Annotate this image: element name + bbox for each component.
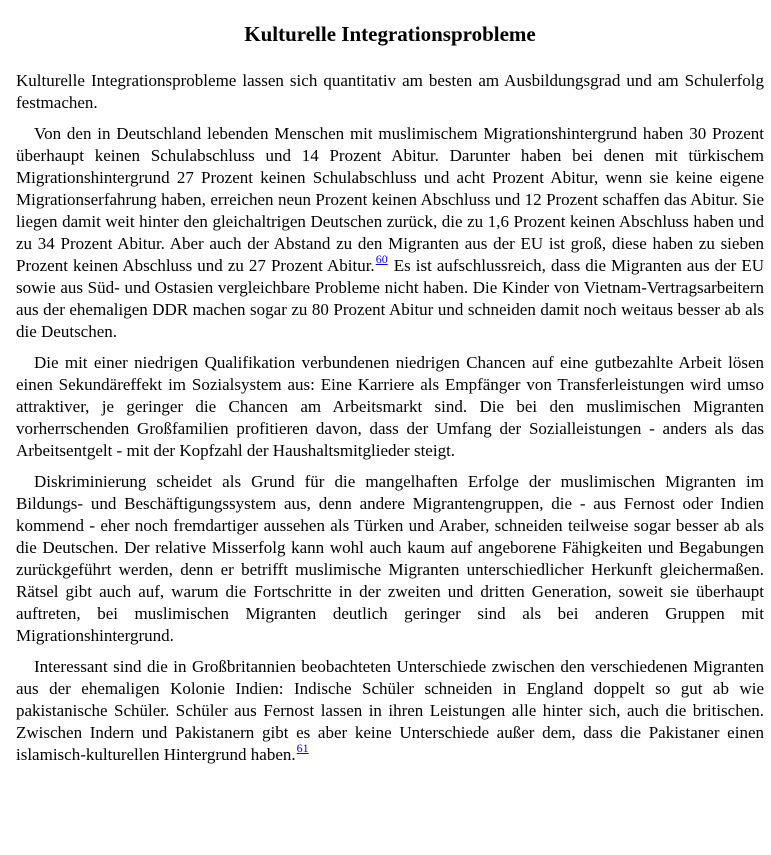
footnote-marker	[296, 741, 310, 755]
footnote-link-61[interactable]: 61	[296, 741, 309, 755]
paragraph-education-statistics	[16, 123, 764, 343]
document-page	[16, 22, 764, 775]
footnote-marker	[375, 252, 389, 266]
paragraph-social-system: Die mit einer niedrigen Qualifikation verbundenen niedrigen Chancen auf eine gutbezahlte Arbeit lösen einen Sekundäreffekt im Sozialsystem aus: Eine Karriere als Empfänger von Transferleistungen wird umso attraktiver, je geringer die Chancen am Arbeitsmarkt sind. Die bei den muslimischen Migranten vorherrschenden Großfamilien profitieren davon, dass der Umfang der Sozialleistungen - anders als das Arbeitsentgelt - mit der Kopfzahl der Haushaltsmitglieder steigt.	[16, 353, 764, 460]
paragraph-discrimination: Diskriminierung scheidet als Grund für die mangelhaften Erfolge der muslimischen Migranten im Bildungs- und Beschäftigungssystem aus, denn andere Migrantengruppen, die - aus Fernost oder Indien kommend - eher noch fremdartiger aussehen als Türken und Araber, schneiden teilweise sogar besser ab als die Deutschen. Der relative Misserfolg kann wohl auch kaum auf angeborene Fähigkeiten und Begabungen zurückgeführt werden, denn er betrifft muslimische Migranten unterschiedlicher Herkunft gleichermaßen. Rätsel gibt auch auf, warum die Fortschritte in der zweiten und dritten Generation, soweit sie überhaupt auftreten, bei muslimischen Migranten deutlich geringer sind als bei anderen Gruppen mit Migrationshintergrund.	[16, 472, 764, 645]
paragraph-text: Es ist aufschlussreich, dass die Migranten aus der EU sowie aus Süd- und Ostasien vergleichbare Probleme nicht haben. Die Kinder von Vietnam-Vertragsarbeitern aus der ehemaligen DDR machen sogar zu 80 Prozent Abitur und schneiden damit noch weitaus besser ab als die Deutschen.	[16, 256, 765, 341]
paragraph-text: Von den in Deutschland lebenden Menschen mit muslimischem Migrationshintergrund haben 30 Prozent überhaupt keinen Schulabschluss und 14 Prozent Abitur. Darunter haben bei denen mit türkischem Migrationshintergrund 27 Prozent keinen Schulabschluss und acht Prozent Abitur, wenn sie keine eigene Migrationserfahrung haben, erreichen neun Prozent keinen Abschluss und 12 Prozent schaffen das Abitur. Sie liegen damit weit hinter den gleichaltrigen Deutschen zurück, die zu 1,6 Prozent keinen Abschluss haben und zu 34 Prozent Abitur. Aber auch der Abstand zu den Migranten aus der EU ist groß, diese haben zu sieben Prozent keinen Abschluss und zu 27 Prozent Abitur.	[16, 124, 764, 275]
page-title: Kulturelle Integrationsprobleme	[244, 22, 536, 46]
paragraph-text: Interessant sind die in Großbritannien beobachteten Unterschiede zwischen den verschiedenen Migranten aus der ehemaligen Kolonie Indien: Indische Schüler schneiden in England doppelt so gut ab wie pakistanische Schüler. Schüler aus Fernost lassen in ihren Leistungen alle hinter sich, auch die britischen. Zwischen Indern und Pakistanern gibt es aber keine Unterschiede außer dem, dass die Pakistaner einen islamisch-kulturellen Hintergrund haben.	[16, 657, 764, 764]
footnote-link-60[interactable]: 60	[375, 252, 388, 266]
paragraph-britain	[16, 656, 764, 766]
paragraph-intro: Kulturelle Integrationsprobleme lassen sich quantitativ am besten am Ausbildungsgrad und am Schulerfolg festmachen.	[16, 71, 764, 112]
